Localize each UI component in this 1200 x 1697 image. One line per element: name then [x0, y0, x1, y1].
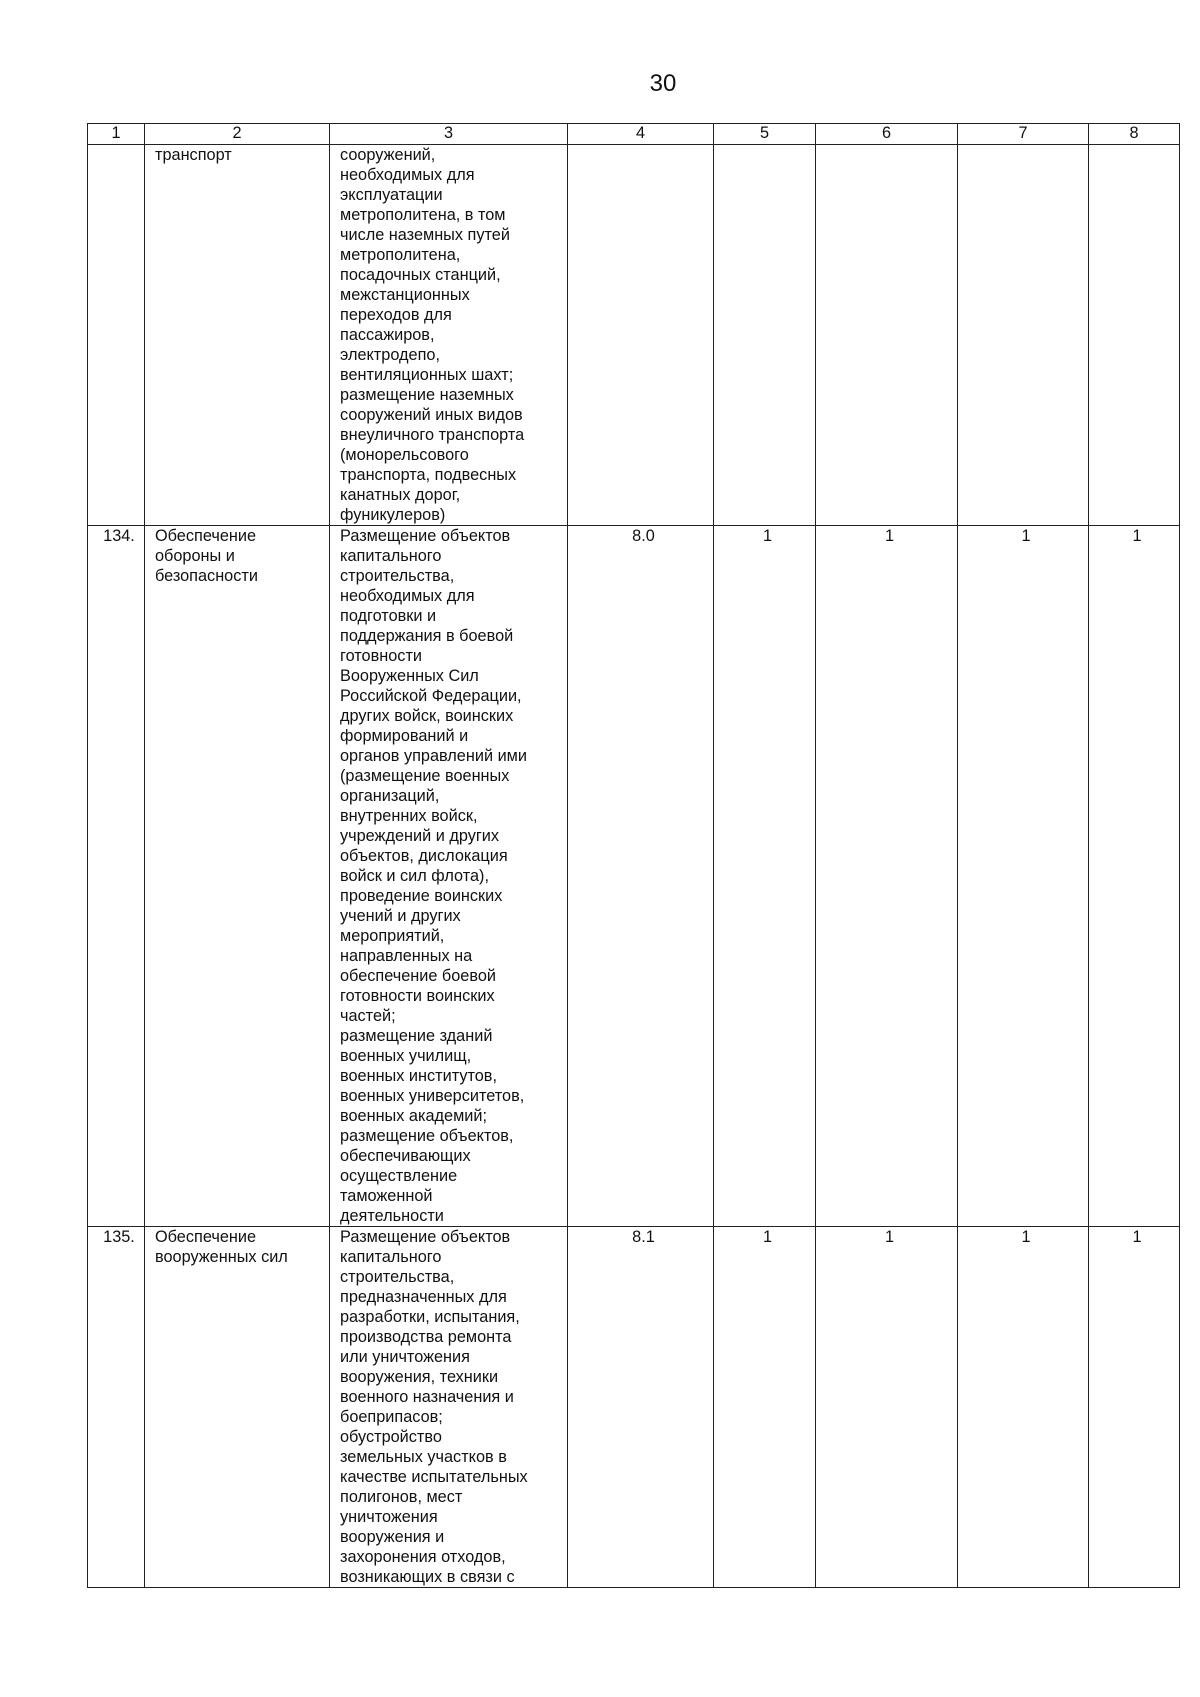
use-description-line: внутренних войск, — [340, 807, 478, 825]
value-col-6: 1 — [816, 1227, 958, 1588]
use-description-line: Размещение объектов — [340, 527, 511, 545]
use-code: 8.1 — [568, 1227, 714, 1588]
use-description-line: вентиляционных шахт; — [340, 366, 514, 384]
use-description-line: частей; — [340, 1007, 396, 1025]
use-description-line: обеспечивающих — [340, 1147, 471, 1165]
value-col-7 — [958, 145, 1089, 526]
use-name-cell — [145, 526, 330, 1227]
header-col-1: 1 — [88, 124, 145, 145]
row-number: 134. — [88, 526, 145, 1227]
use-name-line: безопасности — [155, 567, 258, 585]
use-description-line: сооружений, — [340, 146, 436, 164]
use-code — [568, 145, 714, 526]
use-description-line: мероприятий, — [340, 927, 445, 945]
use-description-line: или уничтожения — [340, 1348, 470, 1366]
value-col-7: 1 — [958, 1227, 1089, 1588]
use-description-line: межстанционных — [340, 286, 470, 304]
use-description-cell — [330, 1227, 568, 1588]
value-col-5: 1 — [714, 526, 816, 1227]
use-description-line: вооружения, техники — [340, 1368, 499, 1386]
use-description-line: разработки, испытания, — [340, 1308, 520, 1326]
use-description-line: военных академий; — [340, 1107, 487, 1125]
table-row — [88, 145, 1180, 526]
use-name-line: Обеспечение — [155, 1228, 257, 1246]
header-col-7: 7 — [958, 124, 1089, 145]
row-number — [88, 145, 145, 526]
use-description-line: войск и сил флота), — [340, 867, 489, 885]
use-description-line: посадочных станций, — [340, 266, 501, 284]
header-col-5: 5 — [714, 124, 816, 145]
use-description-line: подготовки и — [340, 607, 437, 625]
use-description-line: боеприпасов; — [340, 1408, 443, 1426]
value-col-5 — [714, 145, 816, 526]
use-description-line: сооружений иных видов — [340, 406, 523, 424]
value-col-8: 1 — [1089, 526, 1180, 1227]
use-description-line: Российской Федерации, — [340, 687, 522, 705]
use-description-line: Вооруженных Сил — [340, 667, 479, 685]
table-row — [88, 526, 1180, 1227]
use-description-line: деятельности — [340, 1207, 444, 1225]
use-description-line: строительства, — [340, 1268, 455, 1286]
use-description-line: объектов, дислокация — [340, 847, 508, 865]
use-description-line: уничтожения — [340, 1508, 438, 1526]
use-description-line: пассажиров, — [340, 326, 435, 344]
header-col-8: 8 — [1089, 124, 1180, 145]
value-col-6: 1 — [816, 526, 958, 1227]
use-description-line: таможенной — [340, 1187, 433, 1205]
use-description-line: качестве испытательных — [340, 1468, 528, 1486]
use-description-line: размещение объектов, — [340, 1127, 514, 1145]
use-description-line: строительства, — [340, 567, 455, 585]
header-col-4: 4 — [568, 124, 714, 145]
row-number: 135. — [88, 1227, 145, 1588]
use-description-line: транспорта, подвесных — [340, 466, 517, 484]
use-description-cell — [330, 526, 568, 1227]
use-description-line: предназначенных для — [340, 1288, 507, 1306]
use-description-line: (размещение военных — [340, 767, 510, 785]
use-description-line: формирований и — [340, 727, 469, 745]
use-description-line: внеуличного транспорта — [340, 426, 525, 444]
value-col-5: 1 — [714, 1227, 816, 1588]
use-description-line: осуществление — [340, 1167, 458, 1185]
page-number: 30 — [649, 70, 677, 97]
use-description-line: организаций, — [340, 787, 440, 805]
header-row — [88, 124, 1180, 145]
use-description-line: захоронения отходов, — [340, 1548, 506, 1566]
use-description-line: капитального — [340, 547, 442, 565]
value-col-8: 1 — [1089, 1227, 1180, 1588]
value-col-6 — [816, 145, 958, 526]
use-name-line: вооруженных сил — [155, 1248, 288, 1266]
use-description-line: учреждений и других — [340, 827, 500, 845]
use-description-line: проведение воинских — [340, 887, 503, 905]
use-description-line: необходимых для — [340, 166, 475, 184]
use-name-line: обороны и — [155, 547, 235, 565]
table-body — [88, 145, 1180, 1588]
value-col-7: 1 — [958, 526, 1089, 1227]
use-description-line: канатных дорог, — [340, 486, 461, 504]
value-col-8 — [1089, 145, 1180, 526]
header-col-2: 2 — [145, 124, 330, 145]
use-description-line: метрополитена, в том — [340, 206, 506, 224]
use-description-line: необходимых для — [340, 587, 475, 605]
use-name-cell — [145, 1227, 330, 1588]
use-code: 8.0 — [568, 526, 714, 1227]
use-description-line: других войск, воинских — [340, 707, 514, 725]
use-description-line: переходов для — [340, 306, 452, 324]
use-name-cell — [145, 145, 330, 526]
use-description-line: капитального — [340, 1248, 442, 1266]
use-description-line: вооружения и — [340, 1528, 445, 1546]
use-description-line: военных университетов, — [340, 1087, 525, 1105]
use-description-line: размещение зданий — [340, 1027, 493, 1045]
use-description-line: Размещение объектов — [340, 1228, 511, 1246]
use-description-line: готовности воинских — [340, 987, 495, 1005]
use-description-line: земельных участков в — [340, 1448, 507, 1466]
use-description-line: военного назначения и — [340, 1388, 514, 1406]
use-description-line: направленных на — [340, 947, 473, 965]
use-description-line: производства ремонта — [340, 1328, 512, 1346]
use-description-line: метрополитена, — [340, 246, 461, 264]
use-description-line: военных институтов, — [340, 1067, 497, 1085]
land-use-table — [87, 123, 1180, 1588]
use-description-line: готовности — [340, 647, 422, 665]
use-description-line: электродепо, — [340, 346, 440, 364]
use-description-line: (монорельсового — [340, 446, 469, 464]
use-description-line: полигонов, мест — [340, 1488, 463, 1506]
use-description-line: фуникулеров) — [340, 506, 446, 524]
header-col-3: 3 — [330, 124, 568, 145]
use-description-line: военных училищ, — [340, 1047, 472, 1065]
header-col-6: 6 — [816, 124, 958, 145]
use-name-line: транспорт — [155, 146, 232, 164]
use-description-line: обустройство — [340, 1428, 442, 1446]
use-description-cell — [330, 145, 568, 526]
use-description-line: возникающих в связи с — [340, 1568, 515, 1586]
use-description-line: обеспечение боевой — [340, 967, 496, 985]
table-row — [88, 1227, 1180, 1588]
use-description-line: размещение наземных — [340, 386, 514, 404]
use-description-line: органов управлений ими — [340, 747, 527, 765]
use-description-line: учений и других — [340, 907, 461, 925]
use-description-line: числе наземных путей — [340, 226, 510, 244]
use-description-line: поддержания в боевой — [340, 627, 514, 645]
use-description-line: эксплуатации — [340, 186, 443, 204]
use-name-line: Обеспечение — [155, 527, 257, 545]
